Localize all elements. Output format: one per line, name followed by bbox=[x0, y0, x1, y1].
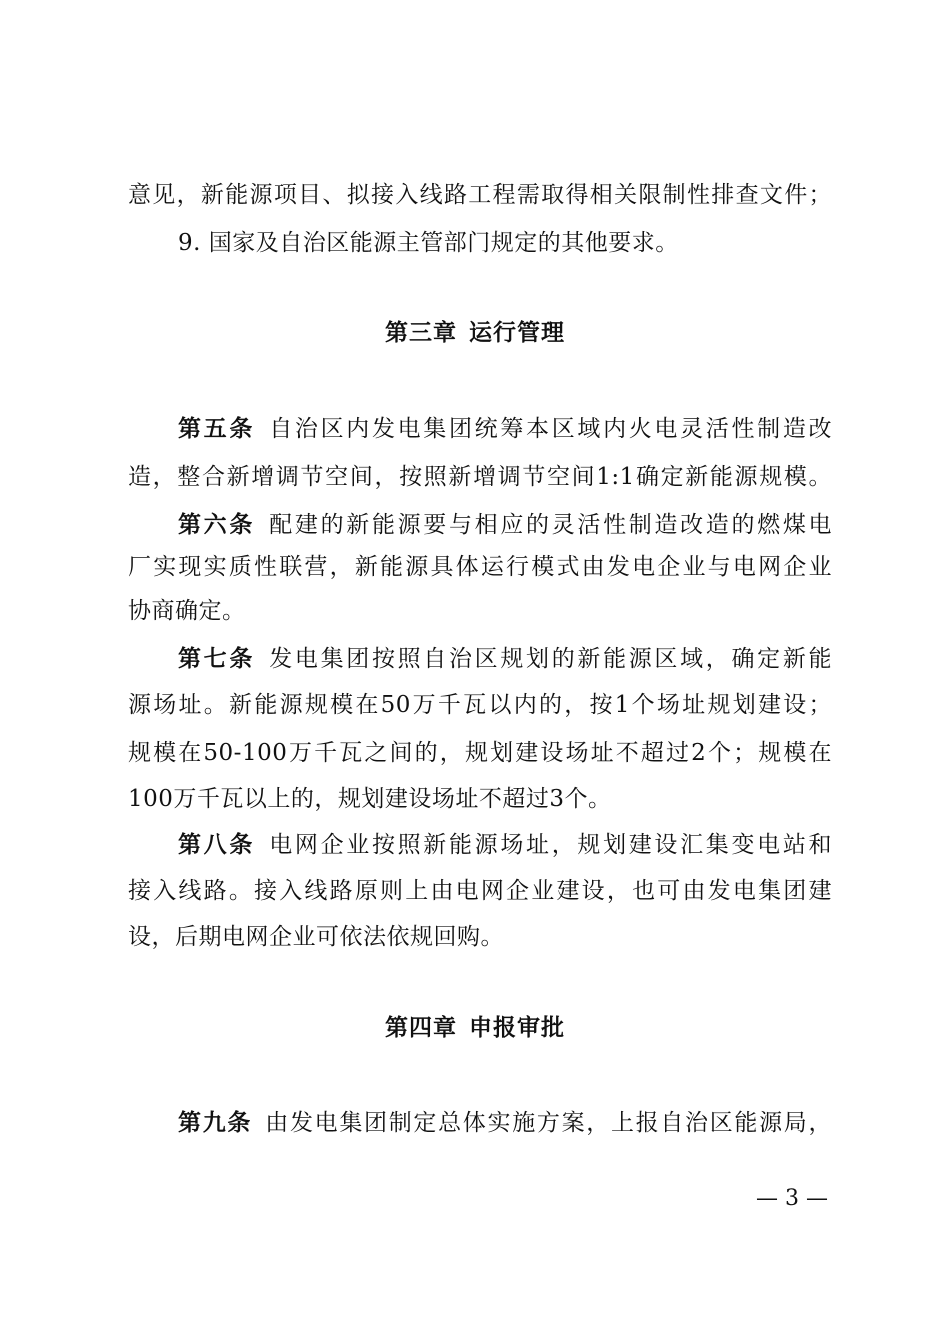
article-8 bbox=[178, 830, 832, 860]
article-text: 电网企业按照新能源场址，规划建设汇集变电站和 bbox=[267, 832, 833, 858]
page-number: — 3 — bbox=[756, 1186, 828, 1211]
article-text: 发电集团按照自治区规划的新能源区域，确定新能 bbox=[267, 646, 833, 672]
article-label: 第五条 bbox=[178, 416, 256, 442]
chapter-number: 第三章 bbox=[385, 320, 457, 346]
article-6 bbox=[178, 510, 832, 540]
article-7-line-3: 规模在50-100万千瓦之间的，规划建设场址不超过2个；规模在 bbox=[128, 740, 832, 766]
article-text: 配建的新能源要与相应的灵活性制造改造的燃煤电 bbox=[267, 512, 833, 538]
continuation-line-1: 意见，新能源项目、拟接入线路工程需取得相关限制性排查文件； bbox=[128, 182, 832, 208]
article-6-line-2: 厂实现实质性联营，新能源具体运行模式由发电企业与电网企业 bbox=[128, 554, 832, 580]
article-text: 由发电集团制定总体实施方案，上报自治区能源局， bbox=[264, 1110, 833, 1136]
chapter-heading-4 bbox=[0, 1013, 950, 1043]
article-8-line-2: 接入线路。接入线路原则上由电网企业建设，也可由发电集团建 bbox=[128, 878, 832, 904]
article-7-line-4: 100万千瓦以上的，规划建设场址不超过3个。 bbox=[128, 786, 612, 812]
article-9 bbox=[178, 1108, 832, 1138]
article-label: 第八条 bbox=[178, 832, 256, 858]
continuation-line-2: 9. 国家及自治区能源主管部门规定的其他要求。 bbox=[178, 230, 679, 256]
article-8-line-3: 设，后期电网企业可依法依规回购。 bbox=[128, 924, 504, 950]
article-6-line-3: 协商确定。 bbox=[128, 598, 246, 624]
article-7 bbox=[178, 644, 832, 674]
article-5-line-2: 造，整合新增调节空间，按照新增调节空间1:1确定新能源规模。 bbox=[128, 464, 832, 490]
chapter-title: 申报审批 bbox=[469, 1015, 565, 1041]
chapter-heading-3 bbox=[0, 318, 950, 348]
chapter-number: 第四章 bbox=[385, 1015, 457, 1041]
chapter-title: 运行管理 bbox=[469, 320, 565, 346]
article-text: 自治区内发电集团统筹本区域内火电灵活性制造改 bbox=[267, 416, 833, 442]
article-7-line-2: 源场址。新能源规模在50万千瓦以内的，按1个场址规划建设； bbox=[128, 692, 832, 718]
article-5 bbox=[178, 414, 832, 444]
article-label: 第七条 bbox=[178, 646, 256, 672]
article-label: 第九条 bbox=[178, 1110, 253, 1136]
article-label: 第六条 bbox=[178, 512, 256, 538]
